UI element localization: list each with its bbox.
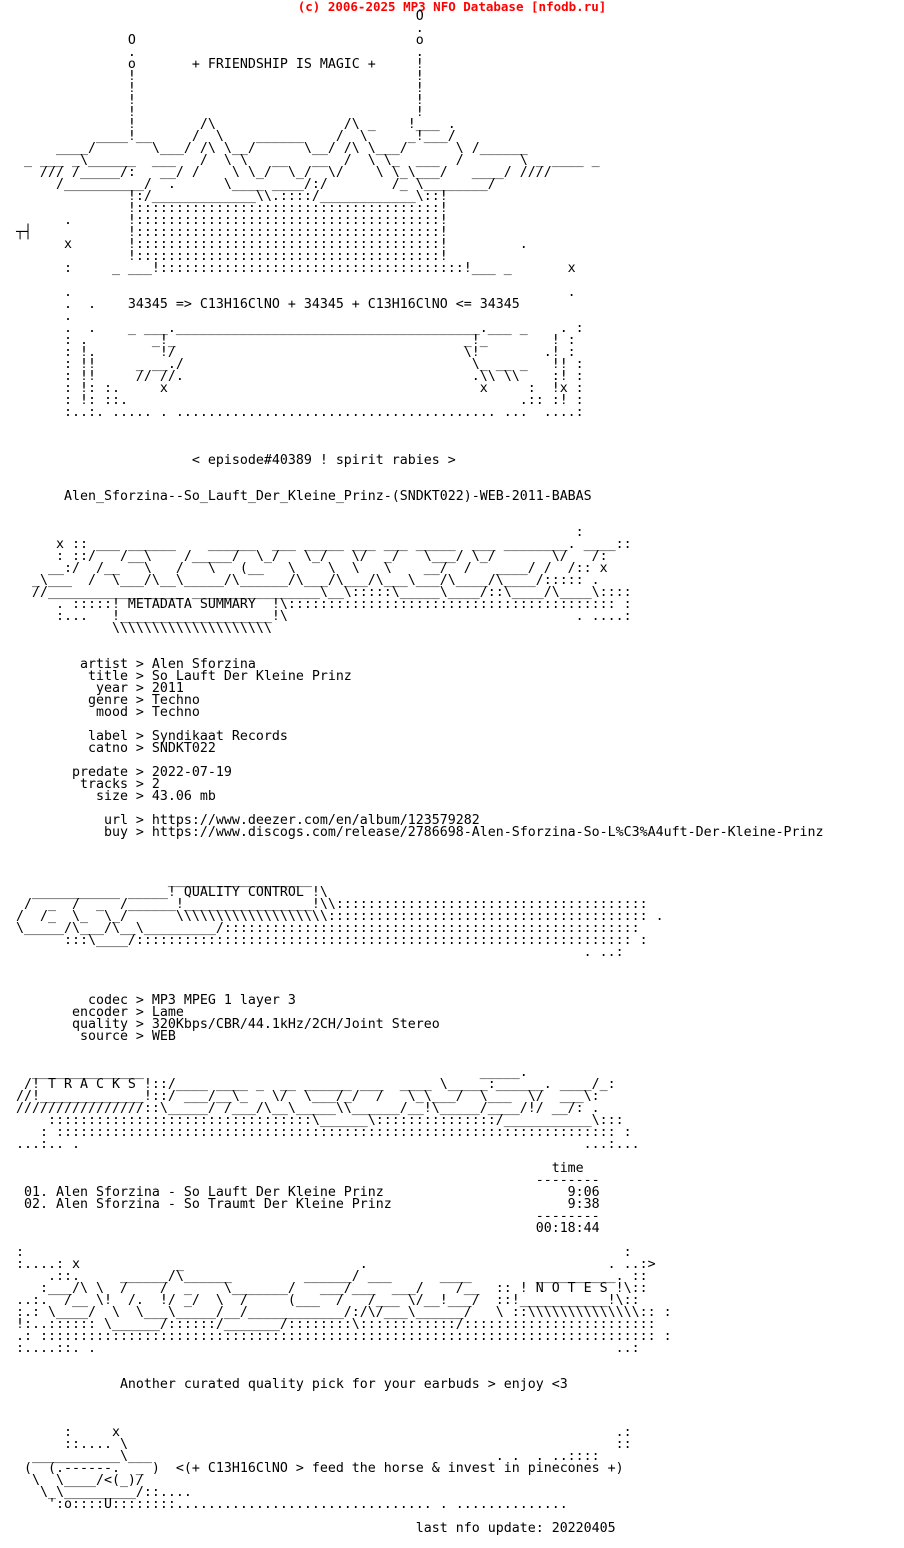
nfo-line: url > https://www.deezer.com/en/album/123579282 (16, 813, 480, 828)
nfo-line: source > WEB (16, 1029, 176, 1044)
nfo-line: ____!__ / \ ______ / \ _!___/ (16, 129, 456, 144)
nfo-line: ..:. /__ \! /. !/ _/ \ / (___ / /___ \/__!___/ ::!___________!\:: (16, 1293, 640, 1308)
nfo-line: :..:. ..... . ........................................ ... ....: (16, 405, 584, 420)
nfo-line: . (16, 21, 424, 36)
nfo-line: encoder > Lame (16, 1005, 184, 1020)
nfo-line: mood > Techno (16, 705, 200, 720)
nfo-line: / _ / _ /______!________________!\\::::::::::::::::::::::::::::::::::::::: (16, 897, 648, 912)
nfo-line: year > 2011 (16, 681, 184, 696)
nfo-line: . . _ ___.______________________________________.___ _ . : (16, 321, 584, 336)
nfo-line: /__________/ . \____ ____/:/ /_ \________/ (16, 177, 496, 192)
nfo-line: : . _!_ _!_ ! : (16, 333, 576, 348)
nfo-line: . ..: (16, 945, 624, 960)
nfo-line: label > Syndikaat Records (16, 729, 288, 744)
nfo-line: : x .: (16, 1425, 632, 1440)
nfo-line: \_____/\___/\__\_________/:::::::::::::::::::::::::::::::::::::::::::::::::::: (16, 921, 640, 936)
nfo-line: < episode#40389 ! spirit rabies > (16, 453, 456, 468)
nfo-line: \ \____/<(_)/ (16, 1473, 144, 1488)
nfo-line: ! /\ /\ _ !___ . (16, 117, 456, 132)
nfo-line: :::\____/:::::::::::::::::::::::::::::::::::::::::::::::::::::::::::::: : (16, 933, 648, 948)
nfo-line: !:/_____________\\.::::/____________\::! (16, 189, 448, 204)
nfo-line: predate > 2022-07-19 (16, 765, 232, 780)
nfo-line: ____/ \___/ /\ \__/ \__/ /\ \___/ \ /______ (16, 141, 528, 156)
nfo-line: ::.... \ :: (16, 1437, 632, 1452)
nfo-line: !::::::::::::::::::::::::::::::::::::::! (16, 201, 448, 216)
nfo-line: /! T R A C K S !::/____ ____ _ __ ______ ___ ____ \_____:______. ____/_: (16, 1077, 616, 1092)
nfo-line: . :::::! METADATA SUMMARY !\::::::::::::::::::::::::::::::::::::::::: : (16, 597, 632, 612)
nfo-line: //!_____________!::/ ___/__\_ \/ \___/_/ / \_\___/ \___ \/ ___\: (16, 1089, 600, 1104)
nfo-line: . . 34345 => C13H16ClNO + 34345 + C13H16ClNO <= 34345 (16, 297, 520, 312)
nfo-line: _\___ / \___/\__\_____/\______/\___/\___/\___\___/\____/\____/::::: . (16, 573, 600, 588)
nfo-line: ______________ _____. (16, 1065, 528, 1080)
nfo-line: last nfo update: 20220405 (16, 1521, 616, 1536)
nfo-line: ////////////////::\_____/ /___/\__\_____\\______/__!\_____/____/!/ __/: . (16, 1101, 600, 1116)
nfo-line: ':o::::U::::::::................................ . .............. (16, 1497, 568, 1512)
nfo-line: __:/ /__ \ / \ (__ \ \ \ \ __/ / ____/ / /:: x (16, 561, 608, 576)
nfo-line: : _ ___!::::::::::::::::::::::::::::::::::::::!___ _ x (16, 261, 576, 276)
nfo-line: time (16, 1161, 584, 1176)
nfo-line: \_\_________/::.... (16, 1485, 192, 1500)
nfo-line: ! ! (16, 81, 424, 96)
nfo-line: :::::::::::::::::::::::::::::::::\______\:::::::::::::::/___________\::: (16, 1113, 624, 1128)
site-copyright-header: (c) 2006-2025 MP3 NFO Database [nfodb.ru] (297, 0, 607, 14)
nfo-line: x :: ___ ______ ______ ___ _____ ___ ___ _____ ___ ________. ____:: (16, 537, 632, 552)
nfo-line: buy > https://www.discogs.com/release/2786698-Alen-Sforzina-So-L%C3%A4uft-Der-Kleine-Prinz (16, 825, 824, 840)
nfo-line: codec > MP3 MPEG 1 layer 3 (16, 993, 296, 1008)
nfo-line: . . (16, 45, 424, 60)
nfo-line: / /_ \_ \_/ \\\\\\\\\\\\\\\\\\\:::::::::::::::::::::::::::::::::::::::: . (16, 909, 664, 924)
nfo-line: o + FRIENDSHIP IS MAGIC + ! (16, 57, 424, 72)
nfo-line: /// /_____/: __/ / \ \_/ \_/ \/ \ \_\___/ ____/ //// (16, 165, 552, 180)
nfo-line: catno > SNDKT022 (16, 741, 216, 756)
nfo-line: : !! // //. .\\ \\ :! : (16, 369, 584, 384)
nfo-line: //_________________ ________________\__\:::::\_____\____/::\____/\____\:::: (16, 585, 632, 600)
nfo-line: title > So Lauft Der Kleine Prinz (16, 669, 352, 684)
nfo-line: : !. !/ \! .! : (16, 345, 576, 360)
nfo-line: : : (16, 1245, 632, 1260)
nfo-line: 02. Alen Sforzina - So Traumt Der Kleine Prinz 9:38 (16, 1197, 600, 1212)
nfo-line: : :::::::::::::::::::::::::::::::::::::::::::::::::::::::::::::::::::::: : (16, 1125, 632, 1140)
nfo-line: __________________ (16, 873, 312, 888)
nfo-line: : !: ::. .:: :! : (16, 393, 584, 408)
nfo-line: ! ! (16, 69, 424, 84)
nfo-line: artist > Alen Sforzina (16, 657, 256, 672)
nfo-line: :... !___________________!\ . ....: (16, 609, 632, 624)
nfo-line: -------- (16, 1209, 600, 1224)
nfo-line: x !::::::::::::::::::::::::::::::::::::::! . (16, 237, 528, 252)
nfo-line: !::::::::::::::::::::::::::::::::::::::! (16, 249, 448, 264)
nfo-line: :___/\ \ / / _ \_______/ ___/___ ___/ /__ :: ! N O T E S !\:: (16, 1281, 648, 1296)
nfo-line: quality > 320Kbps/CBR/44.1kHz/2CH/Joint Stereo (16, 1017, 440, 1032)
nfo-line: : !! _ __./ \_ __ _ !! : (16, 357, 584, 372)
nfo-line: ...:.. . ...:... (16, 1137, 640, 1152)
nfo-line: \\\\\\\\\\\\\\\\\\\\ (16, 621, 272, 636)
nfo-line: ( (.------. _ ) <(+ C13H16ClNO > feed the horse & invest in pinecones +) (16, 1461, 624, 1476)
nfo-line: ___________ _____! QUALITY CONTROL !\ (16, 885, 328, 900)
nfo-line: : (16, 525, 584, 540)
nfo-line: O (16, 9, 424, 24)
nfo-line: ___________\___ . . . ..:::: (16, 1449, 600, 1464)
nfo-line: ! ! (16, 105, 424, 120)
nfo-line: .::. ______/\______ ______/ ___ ____ __________. :: (16, 1269, 648, 1284)
nfo-line: . . (16, 285, 576, 300)
nfo-line: Alen_Sforzina--So_Lauft_Der_Kleine_Prinz-(SNDKT022)-WEB-2011-BABAS (16, 489, 592, 504)
nfo-line: ┬┤ !::::::::::::::::::::::::::::::::::::::! (16, 225, 448, 240)
nfo-line: :....: x _ . . ..:> (16, 1257, 656, 1272)
nfo-line: ! ! (16, 93, 424, 108)
nfo-line: genre > Techno (16, 693, 200, 708)
nfo-line: size > 43.06 mb (16, 789, 216, 804)
nfo-line: O o (16, 33, 424, 48)
nfo-line: .: ::::::::::::::::::::::::::::::::::::::::::::::::::::::::::::::::::::::::::::: : (16, 1329, 672, 1344)
nfo-line: tracks > 2 (16, 777, 160, 792)
nfo-line: . !::::::::::::::::::::::::::::::::::::::! (16, 213, 448, 228)
nfo-line: !:..:::::: \______/::::::/_______/::::::::\::::::::::::/:::::::::::::::::::::::: (16, 1317, 656, 1332)
nfo-line: Another curated quality pick for your earbuds > enjoy <3 (16, 1377, 568, 1392)
nfo-line: 01. Alen Sforzina - So Lauft Der Kleine Prinz 9:06 (16, 1185, 600, 1200)
nfo-line: -------- (16, 1173, 600, 1188)
nfo-line: :....::. . ..: (16, 1341, 640, 1356)
nfo-line: . (16, 309, 72, 324)
nfo-line: : !: :. x x : !x : (16, 381, 584, 396)
nfo-line: _ ___ _\______ ___ / \ \ __ __ / \ \_ ___ / \ _ ____ _ (16, 153, 600, 168)
nfo-line: : ::/ /__\ /_____/ \_/ \_/ \/ _/ \___/ \_/ \/ /: (16, 549, 608, 564)
nfo-line: 00:18:44 (16, 1221, 600, 1236)
nfo-ascii-document (16, 11, 824, 1535)
nfo-line: :.: \____/ \ \___\_____/__/____________/:/\/___\______/ \ ::\\\\\\\\\\\\\\:: : (16, 1305, 672, 1320)
